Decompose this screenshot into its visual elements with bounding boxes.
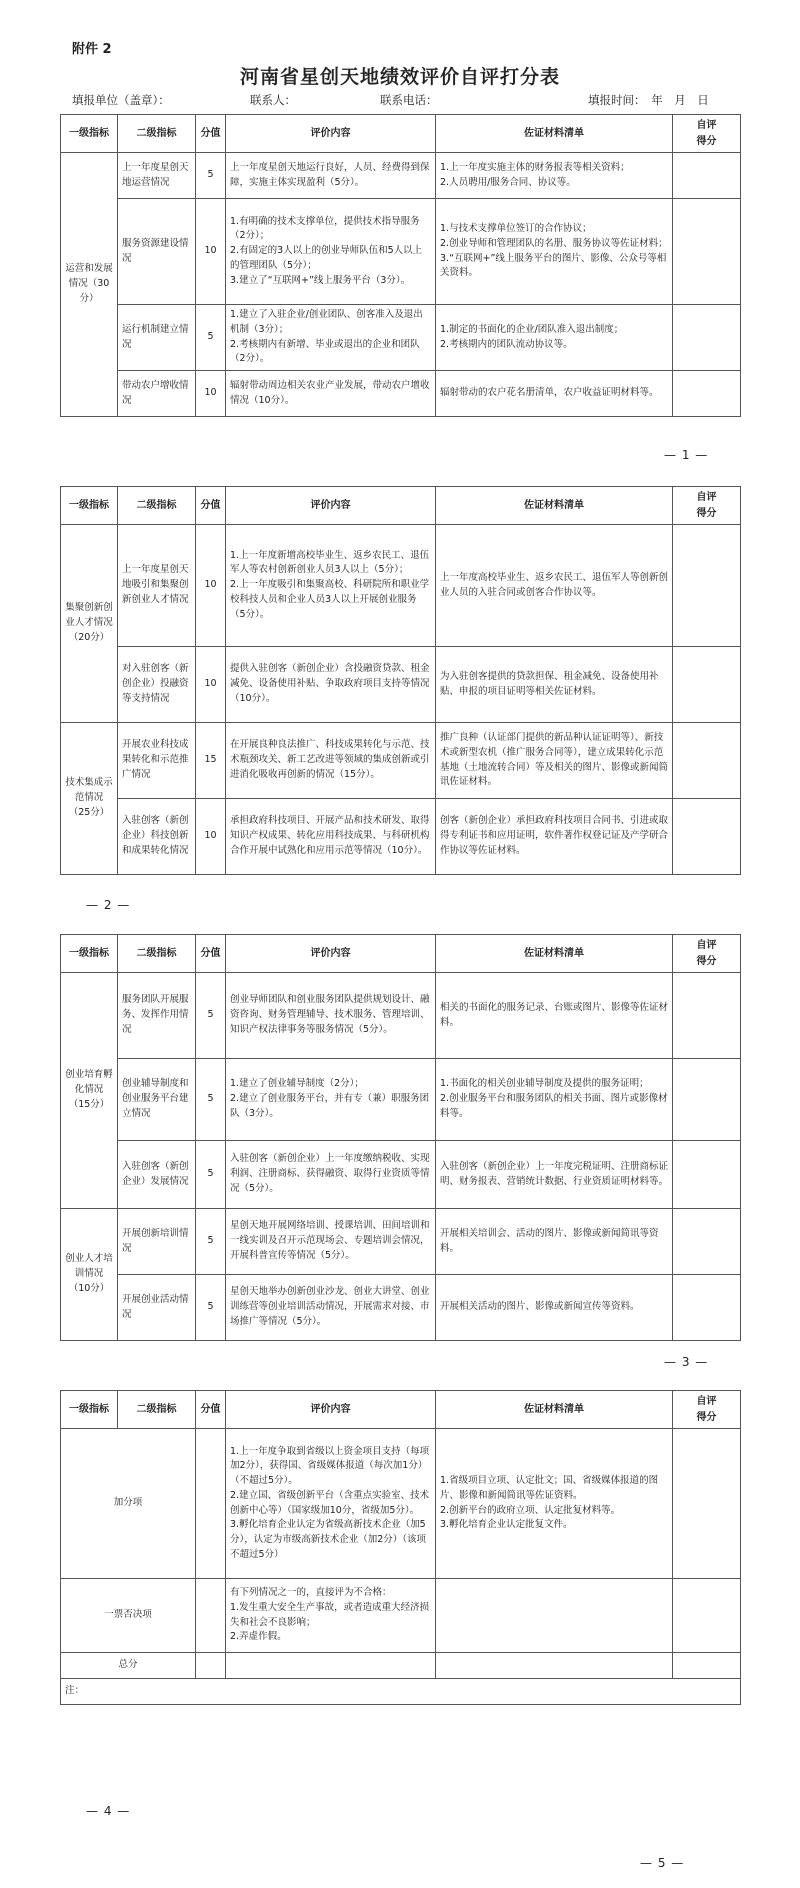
score-cell (196, 1429, 226, 1579)
self-score-cell[interactable] (673, 371, 741, 417)
score-cell: 5 (196, 305, 226, 371)
table-row (61, 723, 741, 799)
evidence-cell: 辐射带动的农户花名册清单，农户收益证明材料等。 (436, 371, 673, 417)
level1-cell: 技术集成示范情况（25分） (61, 723, 118, 875)
veto-content: 有下列情况之一的，直接评为不合格： 1.发生重大安全生产事故，或者造成重大经济损失和社会不良影响； 2.弄虚作假。 (226, 1579, 436, 1653)
evidence-cell: 开展相关培训会、活动的图片、影像或新闻简讯等资料。 (436, 1209, 673, 1275)
evidence-cell: 1.书面化的相关创业辅导制度及提供的服务证明； 2.创业服务平台和服务团队的相关书面、图片或影像材料等。 (436, 1059, 673, 1141)
content-cell: 1.建立了创业辅导制度（2分）； 2.建立了创业服务平台，并有专（兼）职服务团队（3分）。 (226, 1059, 436, 1141)
score-cell: 5 (196, 1209, 226, 1275)
score-cell: 10 (196, 647, 226, 723)
header-score: 分值 (196, 115, 226, 153)
evidence-cell: 开展相关活动的图片、影像或新闻宣传等资料。 (436, 1275, 673, 1341)
evidence-cell: 相关的书面化的服务记录、台账或图片、影像等佐证材料。 (436, 973, 673, 1059)
veto-label: 一票否决项 (61, 1579, 196, 1653)
score-table-4 (60, 1390, 741, 1705)
table-row (61, 799, 741, 875)
score-cell (196, 1653, 226, 1679)
header-evidence: 佐证材料清单 (436, 115, 673, 153)
header-level2: 二级指标 (118, 935, 196, 973)
header-score: 分值 (196, 935, 226, 973)
level1-cell: 创业培育孵化情况（15分） (61, 973, 118, 1209)
total-self-score-cell[interactable] (673, 1653, 741, 1679)
level1-cell: 运营和发展情况（30分） (61, 153, 118, 417)
bonus-content: 1.上一年度争取到省级以上资金项目支持（每项加2分），获得国、省级媒体报道（每次加1分）（不超过5分）。 2.建立国、省级创新平台（含重点实验室、技术创新中心等）（国家级加10分，省级加5分）。 3.孵化培育企业认定为省级高新技术企业（加5分），认定为市级高新技术企业（加2分）（该项不超过5分） (226, 1429, 436, 1579)
level1-cell: 创业人才培训情况（10分） (61, 1209, 118, 1341)
unit-field: 填报单位（盖章）： (72, 93, 170, 107)
table-row (61, 525, 741, 647)
header-level2: 二级指标 (118, 487, 196, 525)
header-evidence: 佐证材料清单 (436, 487, 673, 525)
header-level2: 二级指标 (118, 1391, 196, 1429)
score-cell: 5 (196, 1141, 226, 1209)
table-row (61, 647, 741, 723)
table-row (61, 1141, 741, 1209)
bonus-evidence: 1.省级项目立项、认定批文；国、省级媒体报道的图片、影像和新闻简讯等佐证资料。 2.创新平台的政府立项、认定批复材料等。 3.孵化培育企业认定批复文件。 (436, 1429, 673, 1579)
table-row (61, 305, 741, 371)
content-cell: 1.上一年度新增高校毕业生、返乡农民工、退伍军人等农村创新创业人员3人以上（5分）； 2.上一年度吸引和集聚高校、科研院所和职业学校科技人员和企业人员3人以上开展创业服务（5分）。 (226, 525, 436, 647)
total-evidence (436, 1653, 673, 1679)
score-cell: 10 (196, 371, 226, 417)
content-cell: 星创天地开展网络培训、授课培训、田间培训和一线实训及召开示范现场会、专题培训会情况，开展科普宣传等情况（5分）。 (226, 1209, 436, 1275)
table-row (61, 371, 741, 417)
header-level2: 二级指标 (118, 115, 196, 153)
bonus-row (61, 1429, 741, 1579)
self-score-cell[interactable] (673, 1059, 741, 1141)
evidence-cell: 1.制定的书面化的企业/团队准入退出制度； 2.考核期内的团队流动协议等。 (436, 305, 673, 371)
self-score-cell[interactable] (673, 153, 741, 199)
evidence-cell: 为入驻创客提供的贷款担保、租金减免、设备使用补贴、申报的项目证明等相关佐证材料。 (436, 647, 673, 723)
note-row (61, 1679, 741, 1705)
evidence-cell: 入驻创客（新创企业）上一年度完税证明、注册商标证明、财务报表、营销统计数据、行业资质证明材料等。 (436, 1141, 673, 1209)
score-cell: 5 (196, 153, 226, 199)
content-cell: 1.有明确的技术支撑单位，提供技术指导服务（2分）； 2.有固定的3人以上的创业导师队伍和5人以上的管理团队（5分）； 3.建立了“互联网+”线上服务平台（3分）。 (226, 199, 436, 305)
veto-row (61, 1579, 741, 1653)
header-self-score: 自评 得分 (673, 1391, 741, 1429)
self-score-cell[interactable] (673, 647, 741, 723)
page-title: 河南省星创天地绩效评价自评打分表 (239, 66, 560, 88)
header-self-score: 自评 得分 (673, 935, 741, 973)
self-score-cell[interactable] (673, 723, 741, 799)
content-cell: 在开展良种良法推广、科技成果转化与示范、技术瓶颈攻关、新工艺改进等领域的集成创新或引进消化吸收再创新的情况（15分）。 (226, 723, 436, 799)
page-number: — 1 — (664, 448, 709, 462)
table-header-row (61, 487, 741, 525)
header-level1: 一级指标 (61, 487, 118, 525)
table-header-row (61, 935, 741, 973)
score-cell: 15 (196, 723, 226, 799)
score-cell: 5 (196, 973, 226, 1059)
level2-cell: 入驻创客（新创企业）科技创新和成果转化情况 (118, 799, 196, 875)
self-score-cell[interactable] (673, 973, 741, 1059)
level2-cell: 创业辅导制度和创业服务平台建立情况 (118, 1059, 196, 1141)
header-evidence: 佐证材料清单 (436, 935, 673, 973)
page-number: — 4 — (86, 1804, 131, 1818)
bonus-label: 加分项 (61, 1429, 196, 1579)
score-table-3 (60, 934, 741, 1341)
contact-field: 联系人： (250, 93, 296, 107)
level2-cell: 对入驻创客（新创企业）投融资等支持情况 (118, 647, 196, 723)
score-cell: 5 (196, 1275, 226, 1341)
header-evidence: 佐证材料清单 (436, 1391, 673, 1429)
level2-cell: 带动农户增收情况 (118, 371, 196, 417)
level2-cell: 服务团队开展服务、发挥作用情况 (118, 973, 196, 1059)
self-score-cell[interactable] (673, 525, 741, 647)
content-cell: 星创天地举办创新创业沙龙、创业大讲堂、创业训练营等创业培训活动情况，开展需求对接、市场推广等情况（5分）。 (226, 1275, 436, 1341)
score-cell (196, 1579, 226, 1653)
self-score-cell[interactable] (673, 1209, 741, 1275)
evidence-cell: 创客（新创企业）承担政府科技项目合同书、引进或取得专利证书和应用证明，软件著作权登记证及产学研合作协议等佐证材料。 (436, 799, 673, 875)
self-score-cell[interactable] (673, 1275, 741, 1341)
table-row (61, 199, 741, 305)
self-score-cell[interactable] (673, 1141, 741, 1209)
level2-cell: 上一年度星创天地运营情况 (118, 153, 196, 199)
table-row (61, 1059, 741, 1141)
content-cell: 提供入驻创客（新创企业）含投融资贷款、租金减免、设备使用补贴、争取政府项目支持等情况（10分）。 (226, 647, 436, 723)
header-level1: 一级指标 (61, 1391, 118, 1429)
header-score: 分值 (196, 487, 226, 525)
header-content: 评价内容 (226, 115, 436, 153)
header-content: 评价内容 (226, 487, 436, 525)
content-cell: 1.建立了入驻企业/创业团队、创客准入及退出机制（3分）； 2.考核期内有新增、毕业或退出的企业和团队（2分）。 (226, 305, 436, 371)
page-number: — 3 — (664, 1355, 709, 1369)
score-table-2 (60, 486, 741, 875)
content-cell: 创业导师团队和创业服务团队提供规划设计、融资咨询、财务管理辅导、技术服务、管理培训、知识产权法律事务等服务情况（5分）。 (226, 973, 436, 1059)
evidence-cell: 1.上一年度实施主体的财务报表等相关资料； 2.人员聘用/服务合同、协议等。 (436, 153, 673, 199)
table-header-row (61, 1391, 741, 1429)
level2-cell: 开展农业科技成果转化和示范推广情况 (118, 723, 196, 799)
header-level1: 一级指标 (61, 115, 118, 153)
content-cell: 上一年度星创天地运行良好，人员、经费得到保障，实施主体实现盈利（5分）。 (226, 153, 436, 199)
content-cell: 辐射带动周边相关农业产业发展，带动农户增收情况（10分）。 (226, 371, 436, 417)
time-field: 填报时间： 年 月 日 (588, 93, 709, 107)
page-number: — 2 — (86, 898, 131, 912)
evidence-cell: 上一年度高校毕业生、返乡农民工、退伍军人等创新创业人员的入驻合同或创客合作协议等。 (436, 525, 673, 647)
level1-cell: 集聚创新创业人才情况（20分） (61, 525, 118, 723)
level2-cell: 服务资源建设情况 (118, 199, 196, 305)
table-row (61, 1209, 741, 1275)
note-cell[interactable]: 注： (61, 1679, 741, 1705)
self-score-cell[interactable] (673, 199, 741, 305)
table-header-row (61, 115, 741, 153)
level2-cell: 开展创新培训情况 (118, 1209, 196, 1275)
score-cell: 10 (196, 199, 226, 305)
veto-evidence (436, 1579, 673, 1653)
table-row (61, 1275, 741, 1341)
self-score-cell[interactable] (673, 1429, 741, 1579)
score-cell: 10 (196, 799, 226, 875)
table-row (61, 153, 741, 199)
level2-cell: 上一年度星创天地吸引和集聚创新创业人才情况 (118, 525, 196, 647)
phone-field: 联系电话： (380, 93, 438, 107)
header-self-score: 自评 得分 (673, 487, 741, 525)
header-self-score: 自评 得分 (673, 115, 741, 153)
total-row (61, 1653, 741, 1679)
total-label: 总分 (61, 1653, 196, 1679)
header-content: 评价内容 (226, 935, 436, 973)
self-score-cell[interactable] (673, 799, 741, 875)
score-table-1 (60, 114, 741, 417)
content-cell: 承担政府科技项目、开展产品和技术研发、取得知识产权成果、转化应用科技成果、与科研机构合作开展中试熟化和应用示范等情况（10分）。 (226, 799, 436, 875)
score-cell: 10 (196, 525, 226, 647)
attachment-label: 附件 2 (72, 42, 112, 57)
header-level1: 一级指标 (61, 935, 118, 973)
evidence-cell: 1.与技术支撑单位签订的合作协议； 2.创业导师和管理团队的名册、服务协议等佐证材料； 3.“互联网+”线上服务平台的图片、影像、公众号等相关资料。 (436, 199, 673, 305)
page-number: — 5 — (640, 1856, 685, 1870)
header-score: 分值 (196, 1391, 226, 1429)
table-row (61, 973, 741, 1059)
self-score-cell[interactable] (673, 305, 741, 371)
score-cell: 5 (196, 1059, 226, 1141)
evidence-cell: 推广良种（认证部门提供的新品种认证证明等）、新技术或新型农机（推广服务合同等），建立成果转化示范基地（土地流转合同）等及相关的图片、影像或新闻简讯佐证材料。 (436, 723, 673, 799)
level2-cell: 入驻创客（新创企业）发展情况 (118, 1141, 196, 1209)
self-score-cell[interactable] (673, 1579, 741, 1653)
level2-cell: 运行机制建立情况 (118, 305, 196, 371)
header-content: 评价内容 (226, 1391, 436, 1429)
total-content (226, 1653, 436, 1679)
content-cell: 入驻创客（新创企业）上一年度缴纳税收、实现利润、注册商标、获得融资、取得行业资质等情况（5分）。 (226, 1141, 436, 1209)
level2-cell: 开展创业活动情况 (118, 1275, 196, 1341)
